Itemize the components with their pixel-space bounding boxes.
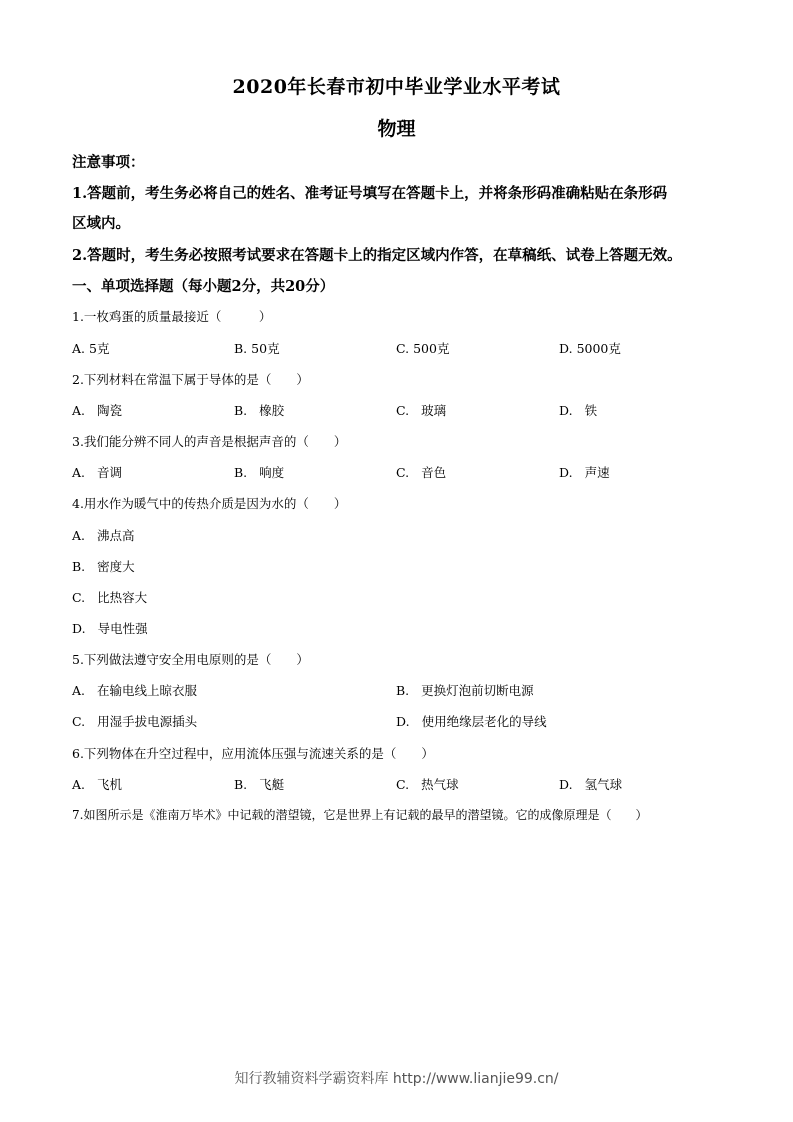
option-text: 橡胶 [259, 403, 285, 418]
option-letter: D. [559, 341, 573, 356]
subject-title: 物理 [377, 118, 416, 140]
option-letter: C. [396, 465, 410, 480]
option-text: 500克 [413, 341, 450, 356]
notes-item-2: 2.答题时，考生务必按照考试要求在答题卡上的指定区域内作答，在草稿纸、试卷上答题无效。 [72, 247, 682, 264]
option-text: 用湿手拔电源插头 [97, 714, 198, 729]
option-letter: D. [559, 465, 573, 480]
option-letter: B. [234, 465, 248, 480]
question-3-option-b [234, 463, 284, 481]
question-4-option-d [72, 619, 148, 637]
question-1-stem: 1.一枚鸡蛋的质量最接近（ ） [72, 309, 272, 324]
question-6-option-a [72, 775, 122, 793]
option-letter: D. [559, 403, 573, 418]
option-text: 飞艇 [259, 777, 285, 792]
question-2-option-c [396, 401, 446, 419]
option-letter: C. [396, 403, 410, 418]
notes-heading: 注意事项： [72, 154, 145, 171]
question-4-stem: 4.用水作为暖气中的传热介质是因为水的（ ） [72, 496, 347, 511]
option-text: 声速 [584, 465, 610, 480]
question-5-stem: 5.下列做法遵守安全用电原则的是（ ） [72, 652, 309, 667]
option-letter: A. [72, 465, 86, 480]
option-letter: B. [234, 341, 248, 356]
option-letter: D. [396, 714, 410, 729]
option-text: 更换灯泡前切断电源 [421, 683, 534, 698]
option-text: 沸点高 [97, 528, 135, 543]
option-text: 5000克 [576, 341, 621, 356]
question-5-option-b [396, 681, 534, 699]
question-2-stem: 2.下列材料在常温下属于导体的是（ ） [72, 372, 309, 387]
option-letter: D. [559, 777, 573, 792]
option-text: 氢气球 [584, 777, 623, 792]
option-letter: A. [72, 403, 86, 418]
option-text: 使用绝缘层老化的导线 [421, 714, 547, 729]
question-6-option-d [559, 775, 622, 793]
question-6-option-c [396, 775, 459, 793]
option-text: 50克 [251, 341, 280, 356]
question-4-option-a [72, 526, 135, 544]
question-4-option-c [72, 588, 147, 606]
option-text: 热气球 [421, 777, 459, 792]
option-letter: A. [72, 777, 86, 792]
question-3-stem: 3.我们能分辨不同人的声音是根据声音的（ ） [72, 434, 347, 449]
option-letter: B. [234, 777, 248, 792]
question-5-option-a [72, 681, 197, 699]
question-4-option-b [72, 557, 135, 575]
option-text: 玻璃 [421, 403, 447, 418]
question-1-option-b [234, 339, 280, 357]
question-3-option-c [396, 463, 446, 481]
notes-item-1-line-1: 1.答题前，考生务必将自己的姓名、准考证号填写在答题卡上，并将条形码准确粘贴在条形码 [72, 185, 668, 202]
option-text: 音调 [97, 465, 123, 480]
exam-title: 2020年长春市初中毕业学业水平考试 [232, 76, 561, 98]
question-2-option-a [72, 401, 122, 419]
option-text: 飞机 [97, 777, 123, 792]
question-3-option-a [72, 463, 122, 481]
option-letter: B. [396, 683, 410, 698]
question-3-option-d [559, 463, 610, 481]
question-1-option-c [396, 339, 449, 357]
question-6-stem: 6.下列物体在升空过程中，应用流体压强与流速关系的是（ ） [72, 746, 434, 761]
question-5-option-d [396, 712, 547, 730]
question-1-option-a [72, 339, 109, 357]
option-text: 导电性强 [97, 621, 148, 636]
option-letter: B. [72, 559, 86, 574]
question-2-option-d [559, 401, 597, 419]
section-heading: 一、单项选择题（每小题2分，共20分） [72, 278, 335, 295]
question-1-option-d [559, 339, 621, 357]
option-text: 铁 [584, 403, 598, 418]
option-text: 比热容大 [97, 590, 148, 605]
option-letter: D. [72, 621, 86, 636]
page-footer: 知行教辅资料学霸资料库 http://www.lianjie99.cn/ [234, 1071, 559, 1087]
question-5-option-c [72, 712, 197, 730]
option-text: 在输电线上晾衣服 [97, 683, 198, 698]
option-letter: A. [72, 683, 86, 698]
option-text: 密度大 [97, 559, 135, 574]
notes-item-1-line-2: 区域内。 [72, 215, 130, 232]
option-text: 响度 [259, 465, 285, 480]
option-letter: C. [72, 590, 86, 605]
option-text: 音色 [421, 465, 447, 480]
question-6-option-b [234, 775, 284, 793]
question-2-option-b [234, 401, 284, 419]
option-letter: C. [72, 714, 86, 729]
option-text: 5克 [89, 341, 110, 356]
option-letter: B. [234, 403, 248, 418]
option-letter: A. [72, 528, 86, 543]
option-text: 陶瓷 [97, 403, 123, 418]
option-letter: A. [72, 341, 86, 356]
option-letter: C. [396, 341, 410, 356]
option-letter: C. [396, 777, 410, 792]
question-7-stem: 7.如图所示是《淮南万毕术》中记载的潜望镜，它是世界上有记载的最早的潜望镜。它的成像原理是（ ） [72, 808, 648, 822]
